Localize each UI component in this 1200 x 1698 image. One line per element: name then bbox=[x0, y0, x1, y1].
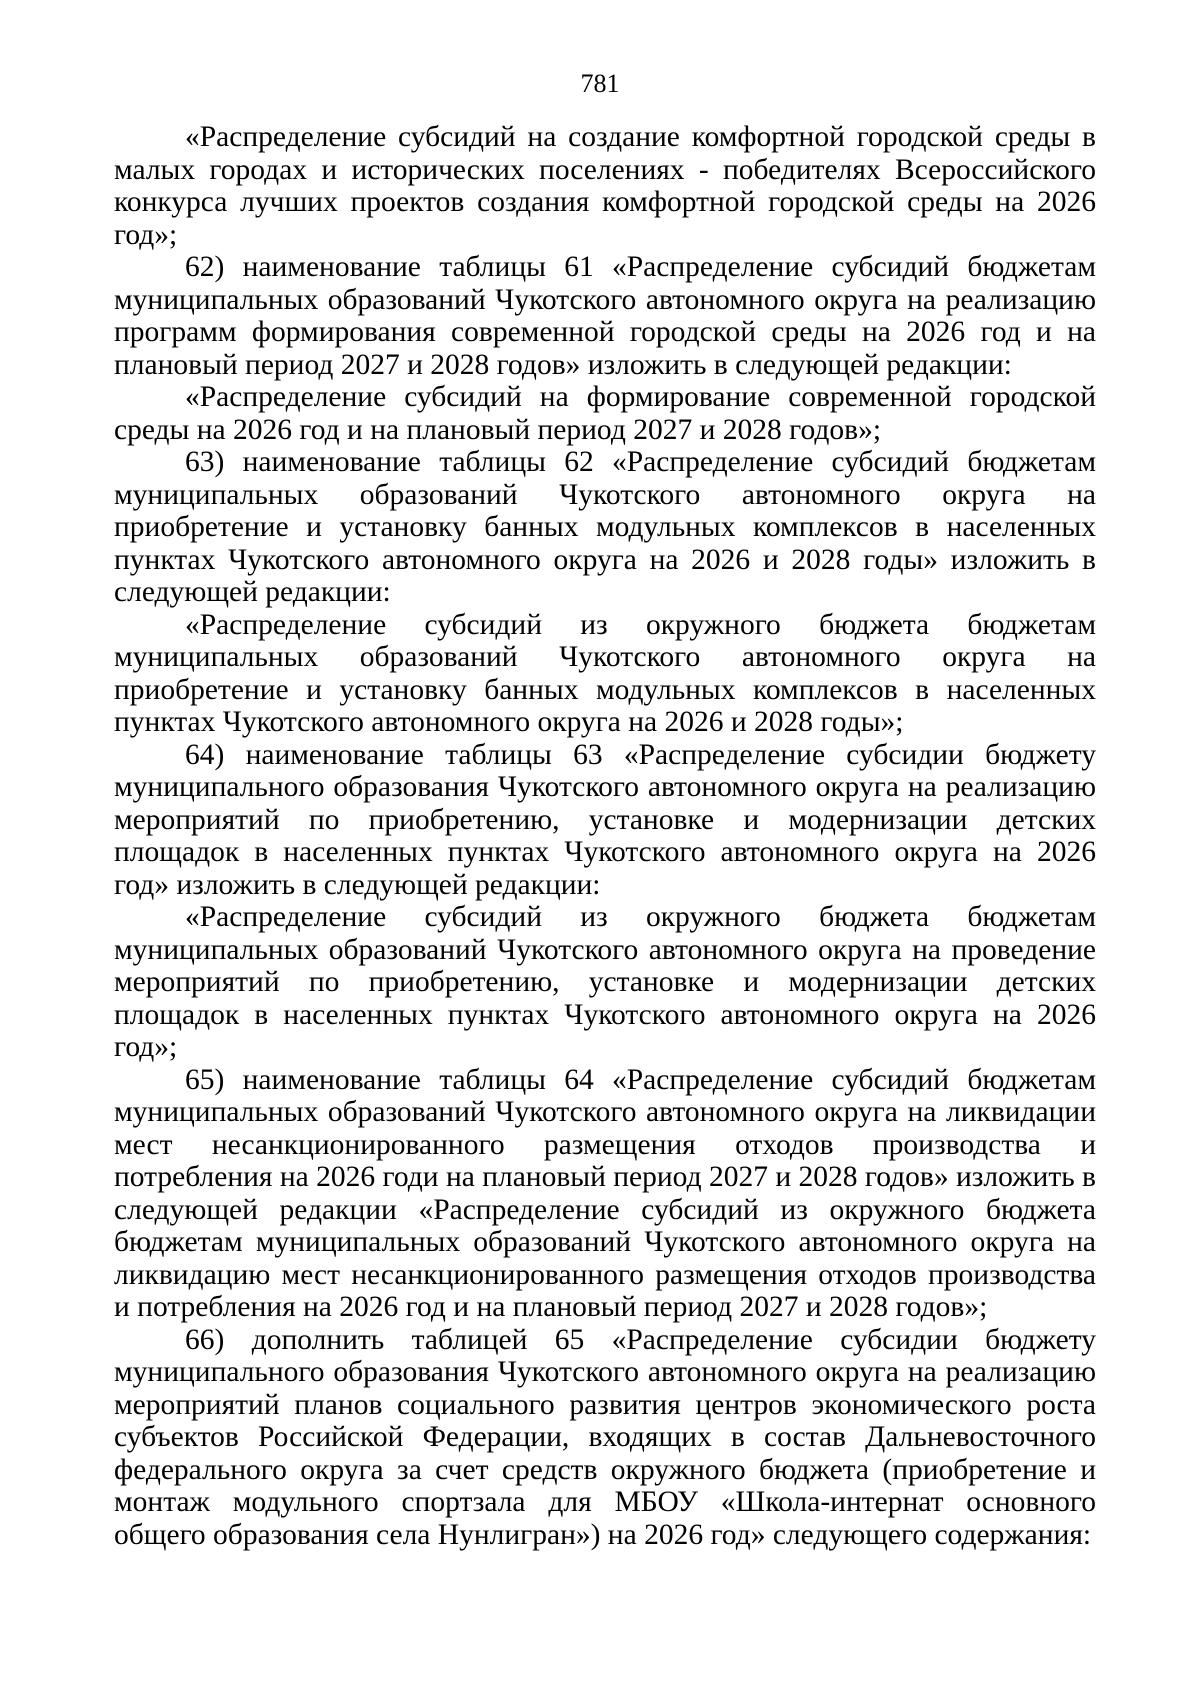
paragraph-quote-comfortable-environment: «Распределение субсидий на создание комфортной городской среды в малых городах и исторических поселениях - победителях Всероссийского конкурса лучших проектов создания комфортной городской среды на 2026 год»; bbox=[114, 121, 1096, 251]
paragraph-item-65: 65) наименование таблицы 64 «Распределение субсидий бюджетам муниципальных образований Чукотского автономного округа на ликвидации мест несанкционированного размещения отходов производства и потребления на 2026 годи на плановый период 2027 и 2028 годов» изложить в следующей редакции «Распределение субсидий из окружного бюджета бюджетам муниципальных образований Чукотского автономного округа на ликвидацию мест несанкционированного размещения отходов производства и потребления на 2026 год и на плановый период 2027 и 2028 годов»; bbox=[114, 1063, 1096, 1323]
paragraph-quote-playgrounds: «Распределение субсидий из окружного бюджета бюджетам муниципальных образований Чукотского автономного округа на проведение мероприятий по приобретению, установке и модернизации детских площадок в населенных пунктах Чукотского автономного округа на 2026 год»; bbox=[114, 901, 1096, 1063]
paragraph-item-62: 62) наименование таблицы 61 «Распределение субсидий бюджетам муниципальных образований Чукотского автономного округа на реализацию программ формирования современной городской среды на 2026 год и на плановый период 2027 и 2028 годов» изложить в следующей редакции: bbox=[114, 251, 1096, 381]
paragraph-item-66: 66) дополнить таблицей 65 «Распределение субсидии бюджету муниципального образования Чукотского автономного округа на реализацию мероприятий планов социального развития центров экономического роста субъектов Российской Федерации, входящих в состав Дальневосточного федерального округа за счет средств окружного бюджета (приобретение и монтаж модульного спортзала для МБОУ «Школа-интернат основного общего образования села Нунлигран») на 2026 год» следующего содержания: bbox=[114, 1323, 1096, 1551]
document-body bbox=[114, 121, 1096, 1551]
paragraph-quote-bath-complexes: «Распределение субсидий из окружного бюджета бюджетам муниципальных образований Чукотского автономного округа на приобретение и установку банных модульных комплексов в населенных пунктах Чукотского автономного округа на 2026 и 2028 годы»; bbox=[114, 608, 1096, 738]
paragraph-item-63: 63) наименование таблицы 62 «Распределение субсидий бюджетам муниципальных образований Чукотского автономного округа на приобретение и установку банных модульных комплексов в населенных пунктах Чукотского автономного округа на 2026 и 2028 годы» изложить в следующей редакции: bbox=[114, 446, 1096, 608]
page-number: 781 bbox=[580, 69, 620, 98]
paragraph-item-64: 64) наименование таблицы 63 «Распределение субсидии бюджету муниципального образования Чукотского автономного округа на реализацию мероприятий по приобретению, установке и модернизации детских площадок в населенных пунктах Чукотского автономного округа на 2026 год» изложить в следующей редакции: bbox=[114, 738, 1096, 901]
paragraph-quote-modern-urban-environment: «Распределение субсидий на формирование современной городской среды на 2026 год и на плановый период 2027 и 2028 годов»; bbox=[114, 381, 1096, 446]
